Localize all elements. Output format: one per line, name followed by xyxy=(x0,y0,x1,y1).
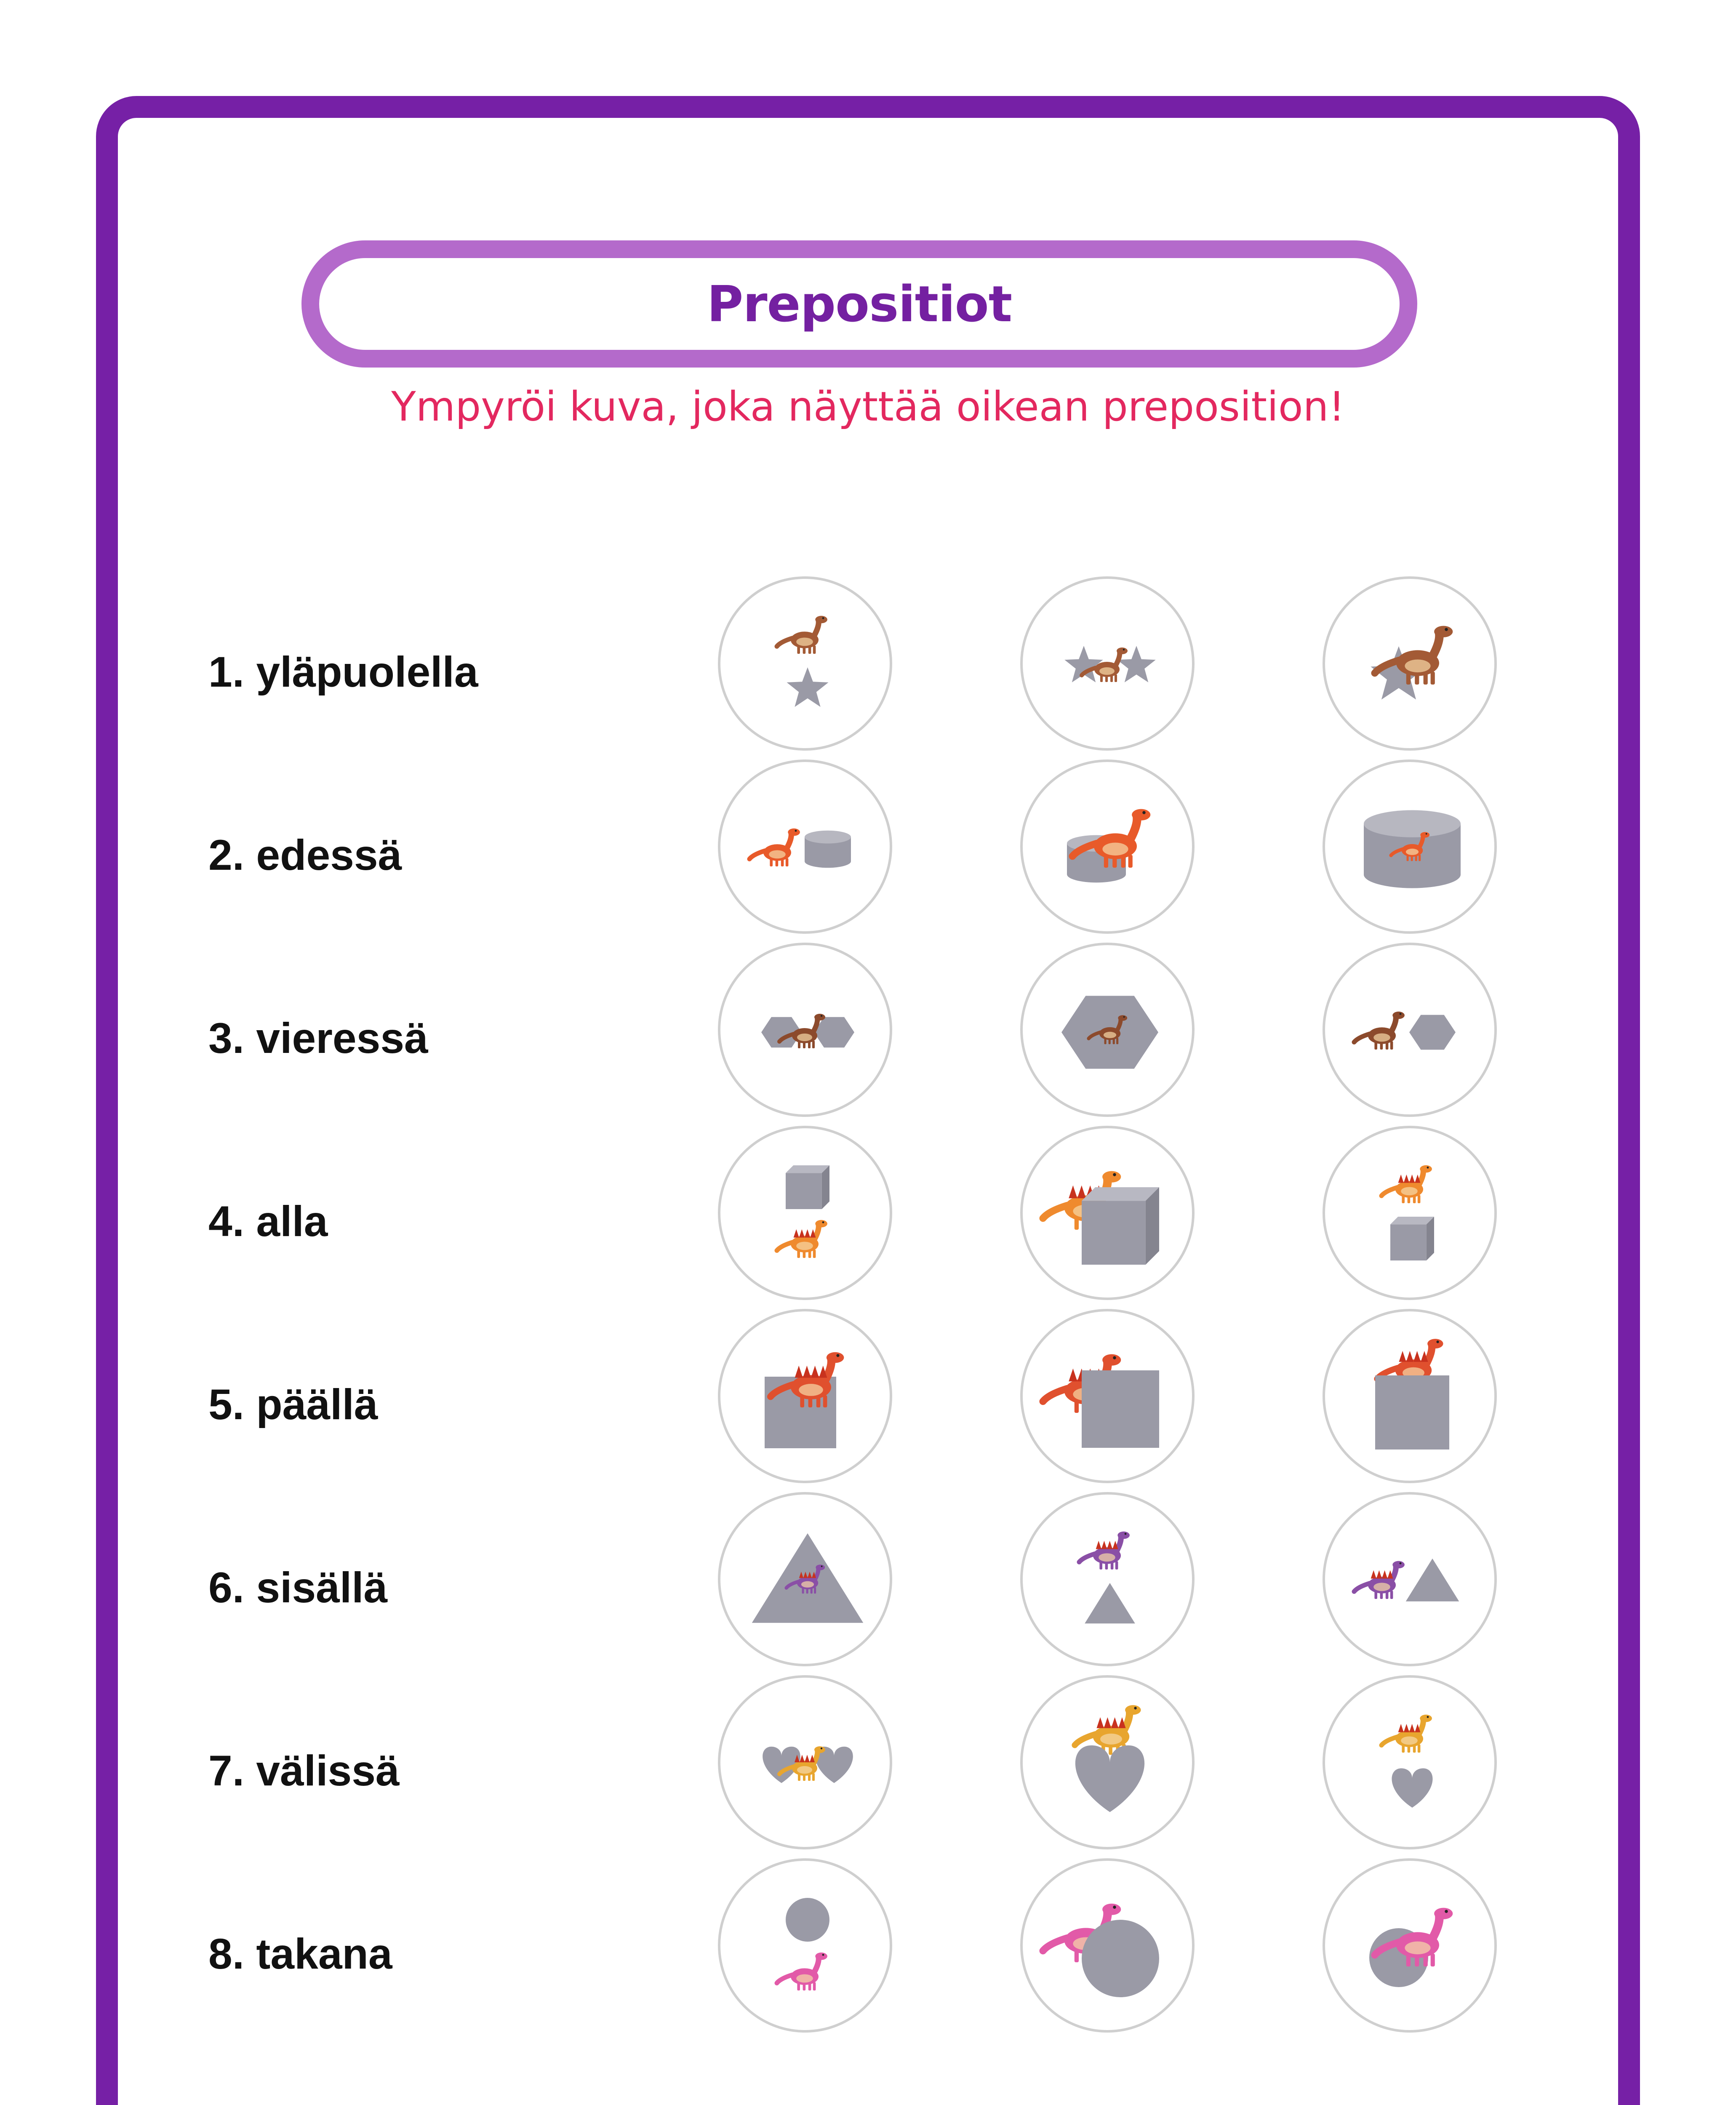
answer-picture xyxy=(1325,1861,1499,2035)
purple-stegosaurus-icon xyxy=(1354,1561,1405,1599)
answer-picture xyxy=(720,1311,895,1486)
answer-circle-3-2[interactable] xyxy=(1020,943,1195,1117)
square-shape xyxy=(1375,1375,1449,1450)
hexagon-shape xyxy=(1409,1015,1456,1050)
answer-picture xyxy=(1023,1311,1197,1486)
answer-picture xyxy=(720,1678,895,1852)
circle-shape xyxy=(786,1898,829,1942)
answer-picture xyxy=(720,1495,895,1669)
answer-picture xyxy=(1023,762,1197,936)
answer-circle-7-3[interactable] xyxy=(1323,1675,1497,1849)
answer-circle-8-1[interactable] xyxy=(718,1858,892,2033)
row-label-7: 7. välissä xyxy=(208,1747,400,1795)
answer-picture xyxy=(1023,945,1197,1119)
answer-picture xyxy=(1325,945,1499,1119)
answer-circle-3-1[interactable] xyxy=(718,943,892,1117)
answer-picture xyxy=(720,1128,895,1303)
answer-picture xyxy=(1325,1495,1499,1669)
answer-circle-5-1[interactable] xyxy=(718,1309,892,1483)
answer-circle-3-3[interactable] xyxy=(1323,943,1497,1117)
answer-circle-4-3[interactable] xyxy=(1323,1126,1497,1300)
pink-dinosaur-icon xyxy=(777,1953,827,1990)
star-shape xyxy=(1064,646,1103,682)
answer-picture xyxy=(720,762,895,936)
answer-circle-7-2[interactable] xyxy=(1020,1675,1195,1849)
answer-circle-2-2[interactable] xyxy=(1020,759,1195,934)
answer-picture xyxy=(1325,1678,1499,1852)
answer-picture xyxy=(720,945,895,1119)
cube-shape xyxy=(786,1165,829,1209)
answer-circle-5-2[interactable] xyxy=(1020,1309,1195,1483)
yellow-stegosaurus-icon xyxy=(1381,1715,1432,1753)
answer-circle-1-2[interactable] xyxy=(1020,576,1195,751)
answer-picture xyxy=(720,579,895,753)
heart-shape xyxy=(1075,1745,1144,1812)
orange-raptor-dinosaur-icon xyxy=(749,829,800,866)
star-shape xyxy=(787,667,829,707)
brown-raptor-dinosaur-icon xyxy=(1354,1012,1405,1050)
answer-picture xyxy=(1325,1311,1499,1486)
cube-shape xyxy=(1390,1217,1434,1260)
triangle-shape xyxy=(1085,1583,1135,1623)
row-label-8: 8. takana xyxy=(208,1930,392,1978)
row-label-5: 5. päällä xyxy=(208,1380,378,1428)
answer-circle-8-2[interactable] xyxy=(1020,1858,1195,2033)
answer-picture xyxy=(1023,1495,1197,1669)
circle-shape xyxy=(1082,1920,1159,1997)
answer-picture xyxy=(1023,1128,1197,1303)
cube-shape xyxy=(1082,1187,1159,1265)
answer-picture xyxy=(720,1861,895,2035)
answer-circle-5-3[interactable] xyxy=(1323,1309,1497,1483)
answer-circle-6-2[interactable] xyxy=(1020,1492,1195,1666)
answer-circle-8-3[interactable] xyxy=(1323,1858,1497,2033)
answer-picture xyxy=(1325,1128,1499,1303)
heart-shape xyxy=(1392,1768,1432,1808)
answer-picture xyxy=(1023,579,1197,753)
triangle-shape xyxy=(1406,1559,1459,1601)
cylinder-shape xyxy=(805,831,851,868)
answer-picture xyxy=(1325,579,1499,753)
title-banner xyxy=(301,240,1417,368)
orange-stegosaurus-icon xyxy=(1381,1165,1432,1203)
answer-picture xyxy=(1023,1678,1197,1852)
square-shape xyxy=(1082,1370,1159,1448)
row-label-6: 6. sisällä xyxy=(208,1564,388,1612)
answer-circle-2-3[interactable] xyxy=(1323,759,1497,934)
answer-picture xyxy=(1023,1861,1197,2035)
orange-stegosaurus-icon xyxy=(777,1220,827,1258)
purple-stegosaurus-icon xyxy=(1079,1532,1130,1569)
hexagon-shape xyxy=(814,1017,854,1047)
brown-longneck-dinosaur-icon xyxy=(777,616,827,654)
answer-circle-1-1[interactable] xyxy=(718,576,892,751)
page-title: Prepositiot xyxy=(707,275,1012,333)
answer-circle-4-2[interactable] xyxy=(1020,1126,1195,1300)
answer-circle-2-1[interactable] xyxy=(718,759,892,934)
row-label-1: 1. yläpuolella xyxy=(208,648,478,696)
answer-circle-6-3[interactable] xyxy=(1323,1492,1497,1666)
answer-circle-1-3[interactable] xyxy=(1323,576,1497,751)
answer-circle-7-1[interactable] xyxy=(718,1675,892,1849)
row-label-2: 2. edessä xyxy=(208,831,402,879)
answer-circle-4-1[interactable] xyxy=(718,1126,892,1300)
row-label-4: 4. alla xyxy=(208,1197,328,1245)
answer-picture xyxy=(1325,762,1499,936)
instruction-text: Ympyröi kuva, joka näyttää oikean preposition! xyxy=(391,383,1345,430)
answer-circle-6-1[interactable] xyxy=(718,1492,892,1666)
row-label-3: 3. vieressä xyxy=(208,1014,428,1062)
